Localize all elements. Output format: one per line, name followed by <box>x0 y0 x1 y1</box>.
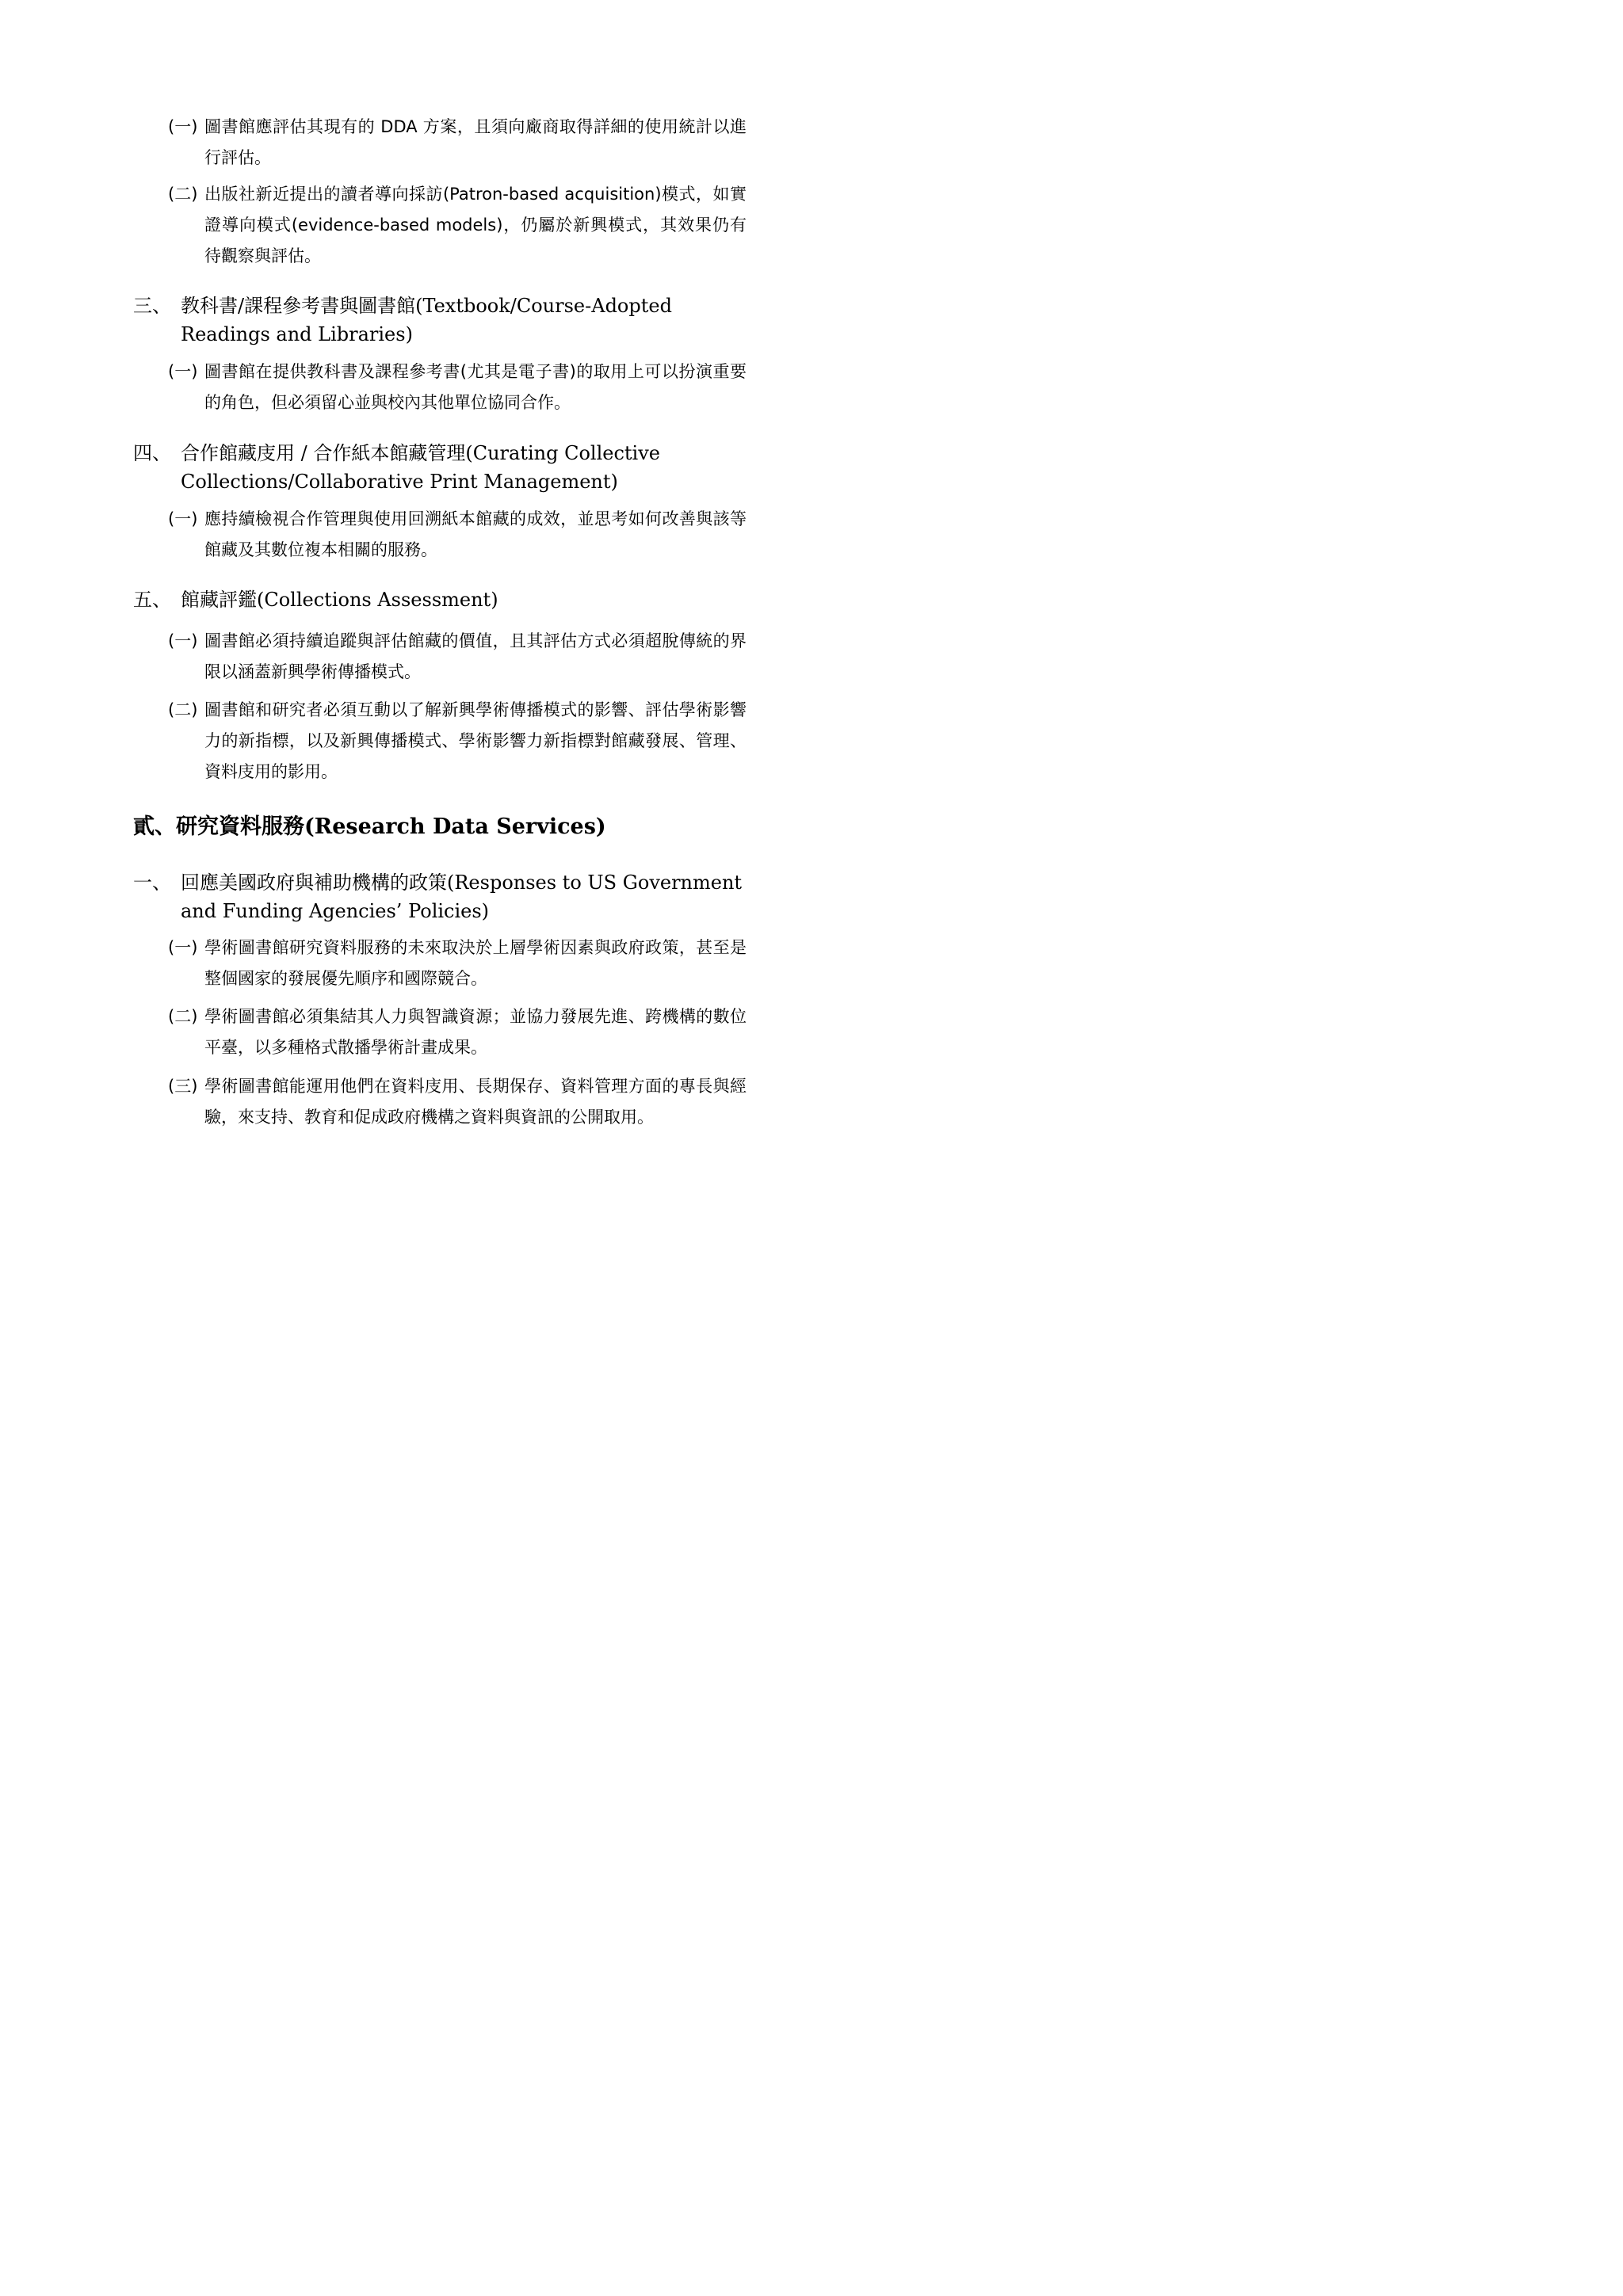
item-text: 圖書館應評估其現有的 DDA 方案，且須向廠商取得詳細的使用統計以進行評估。 <box>204 117 747 167</box>
item-text: 圖書館和研究者必須互動以了解新興學術傳播模式的影響、評估學術影響力的新指標，以及新興傳播模式、學術影響力新指標對館藏發展、管理、資料庋用的影用。 <box>204 700 747 781</box>
item-marker: (一) <box>168 362 198 381</box>
item-text: 圖書館必須持續追蹤與評估館藏的價值，且其評估方式必須超脫傳統的界限以涵蓋新興學術傳播模式。 <box>204 631 747 681</box>
section-heading: 教科書/課程參考書與圖書館(Textbook/Course-Adopted Readings and Libraries) <box>181 295 672 345</box>
subitem-collaborative-platforms <box>168 1001 747 1063</box>
subitem-print-management <box>168 504 747 566</box>
item-marker: (二) <box>168 185 198 204</box>
item-marker: (一) <box>168 117 198 136</box>
document-page <box>0 0 880 1244</box>
item-marker: (三) <box>168 1077 198 1096</box>
section-heading: 館藏評鑑(Collections Assessment) <box>181 589 498 611</box>
subitem-research-data-future <box>168 933 747 994</box>
section-heading: 回應美國政府與補助機構的政策(Responses to US Government and Funding Agencies’ Policies) <box>181 871 743 922</box>
section-marker: 五、 <box>133 589 171 611</box>
item-text: 學術圖書館必須集結其人力與智識資源；並協力發展先進、跨機構的數位平臺，以多種格式散播學術計畫成果。 <box>204 1007 747 1057</box>
section-textbook-readings <box>133 292 747 349</box>
subitem-textbook-role <box>168 357 747 418</box>
item-text: 應持續檢視合作管理與使用回溯紙本館藏的成效，並思考如何改善與該等館藏及其數位複本相關的服務。 <box>204 509 747 559</box>
item-text: 圖書館在提供教科書及課程參考書(尤其是電子書)的取用上可以扮演重要的角色，但必須留心並與校內其他單位協同合作。 <box>204 362 747 412</box>
subitem-open-access-support <box>168 1071 747 1133</box>
item-text: 出版社新近提出的讀者導向採訪(Patron-based acquisition)模式，如實證導向模式(evidence-based models)，仍屬於新興模式，其效果仍有待觀察與評估。 <box>204 185 747 265</box>
section-marker: 四、 <box>133 442 171 464</box>
section-marker: 三、 <box>133 295 171 317</box>
section-collective-collections <box>133 439 747 496</box>
section-marker: 一、 <box>133 871 171 894</box>
subitem-researcher-interaction <box>168 695 747 788</box>
item-text: 學術圖書館研究資料服務的未來取決於上層學術因素與政府政策，甚至是整個國家的發展優先順序和國際競合。 <box>204 938 747 988</box>
item-marker: (二) <box>168 700 198 719</box>
item-marker: (二) <box>168 1007 198 1026</box>
item-marker: (一) <box>168 631 198 650</box>
section-government-policies <box>133 868 747 925</box>
item-marker: (一) <box>168 938 198 957</box>
chapter-heading: 貳、研究資料服務(Research Data Services) <box>133 814 606 839</box>
section-heading: 合作館藏庋用 / 合作紙本館藏管理(Curating Collective Collections/Collaborative Print Management) <box>181 442 660 493</box>
subitem-dda-evaluation <box>168 112 747 174</box>
section-collections-assessment <box>133 585 747 614</box>
subitem-patron-based-acquisition <box>168 179 747 272</box>
subitem-collection-value <box>168 626 747 688</box>
item-text: 學術圖書館能運用他們在資料庋用、長期保存、資料管理方面的專長與經驗，來支持、教育和促成政府機構之資料與資訊的公開取用。 <box>204 1077 747 1127</box>
item-marker: (一) <box>168 509 198 528</box>
